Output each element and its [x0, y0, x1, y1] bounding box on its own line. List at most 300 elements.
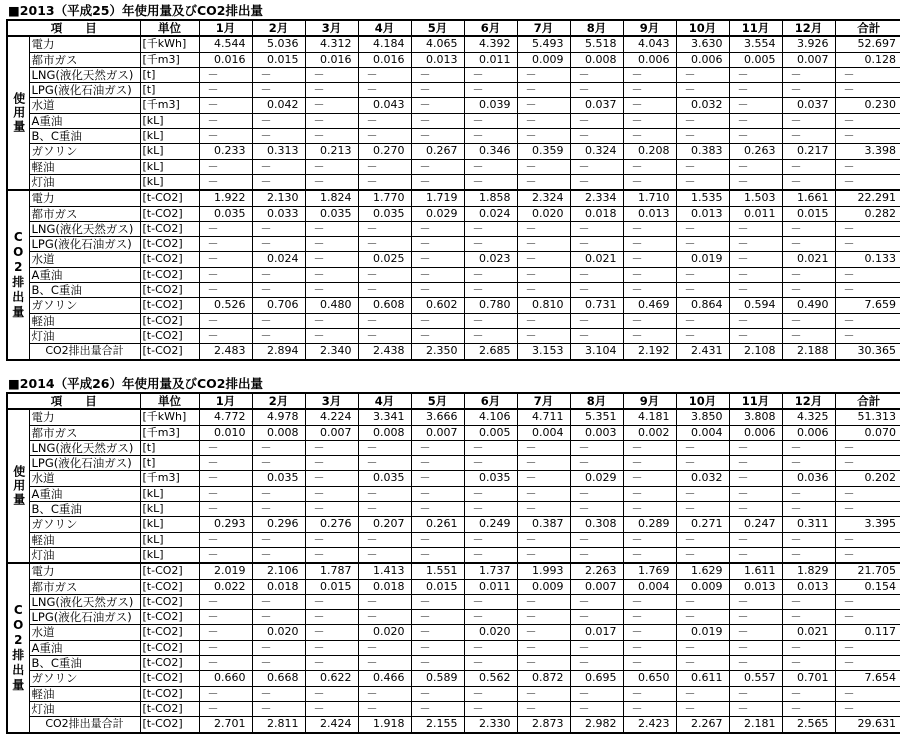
value-cell: 1.737 — [464, 563, 517, 579]
value-cell: 0.594 — [729, 298, 782, 313]
value-cell: － — [623, 656, 676, 671]
value-cell: － — [676, 701, 729, 716]
value-cell: － — [464, 656, 517, 671]
total-value-cell: 1.918 — [358, 717, 411, 733]
value-cell: － — [411, 313, 464, 328]
value-cell: 0.029 — [411, 206, 464, 221]
value-cell: 1.611 — [729, 563, 782, 579]
row-name: LPG(液化石油ガス) — [29, 237, 140, 252]
value-cell: － — [252, 159, 305, 174]
value-cell: 0.011 — [729, 206, 782, 221]
value-cell: 0.004 — [517, 425, 570, 440]
value-cell: 0.233 — [199, 144, 252, 159]
value-cell: － — [358, 283, 411, 298]
value-cell: － — [676, 174, 729, 190]
value-cell: － — [464, 237, 517, 252]
table-row — [7, 471, 900, 486]
row-unit: [t-CO2] — [140, 252, 199, 267]
header-month: 9月 — [623, 20, 676, 36]
value-cell: － — [305, 283, 358, 298]
header-month: 10月 — [676, 20, 729, 36]
value-cell: 1.858 — [464, 190, 517, 206]
value-cell: － — [464, 456, 517, 471]
row-unit: [t-CO2] — [140, 656, 199, 671]
table-row — [7, 532, 900, 547]
value-cell: － — [252, 313, 305, 328]
total-cell: 0.202 — [835, 471, 900, 486]
value-cell: － — [199, 129, 252, 144]
total-row-unit: [t-CO2] — [140, 717, 199, 733]
group-label-char: 排 — [12, 647, 25, 662]
value-cell: 1.535 — [676, 190, 729, 206]
value-cell: － — [199, 594, 252, 609]
value-cell: 4.065 — [411, 36, 464, 52]
table-row — [7, 159, 900, 174]
table-row — [7, 174, 900, 190]
value-cell: － — [305, 640, 358, 655]
value-cell: 2.106 — [252, 563, 305, 579]
total-value-cell: 2.350 — [411, 344, 464, 360]
total-cell: 22.291 — [835, 190, 900, 206]
table-row — [7, 190, 900, 206]
value-cell: － — [729, 283, 782, 298]
value-cell: 5.493 — [517, 36, 570, 52]
total-cell: － — [835, 267, 900, 282]
row-name: 軽油 — [29, 532, 140, 547]
total-cell: － — [835, 686, 900, 701]
value-cell: 0.008 — [252, 425, 305, 440]
value-cell: 4.106 — [464, 409, 517, 425]
value-cell: 0.016 — [305, 52, 358, 67]
row-name: 水道 — [29, 252, 140, 267]
value-cell: 5.036 — [252, 36, 305, 52]
header-month: 12月 — [782, 20, 835, 36]
value-cell: － — [517, 83, 570, 98]
row-name: A重油 — [29, 267, 140, 282]
value-cell: － — [570, 328, 623, 343]
value-cell: － — [252, 113, 305, 128]
value-cell: － — [305, 456, 358, 471]
value-cell: 0.037 — [782, 98, 835, 113]
value-cell: 0.872 — [517, 671, 570, 686]
value-cell: 0.008 — [570, 52, 623, 67]
total-cell: － — [835, 456, 900, 471]
value-cell: 1.829 — [782, 563, 835, 579]
row-unit: [t-CO2] — [140, 671, 199, 686]
value-cell: － — [517, 502, 570, 517]
table-row — [7, 313, 900, 328]
total-row — [7, 344, 900, 360]
value-cell: － — [305, 532, 358, 547]
value-cell: 3.666 — [411, 409, 464, 425]
value-cell: － — [517, 701, 570, 716]
total-cell: － — [835, 283, 900, 298]
table-row — [7, 52, 900, 67]
value-cell: － — [305, 486, 358, 501]
value-cell: 4.772 — [199, 409, 252, 425]
value-cell: － — [729, 440, 782, 455]
row-name: 灯油 — [29, 701, 140, 716]
value-cell: － — [305, 159, 358, 174]
total-value-cell: 2.483 — [199, 344, 252, 360]
value-cell: 0.208 — [623, 144, 676, 159]
value-cell: 0.013 — [676, 206, 729, 221]
row-unit: [千kWh] — [140, 36, 199, 52]
value-cell: － — [517, 313, 570, 328]
value-cell: 0.015 — [252, 52, 305, 67]
value-cell: － — [517, 456, 570, 471]
value-cell: － — [570, 113, 623, 128]
total-value-cell: 2.438 — [358, 344, 411, 360]
value-cell: 0.035 — [199, 206, 252, 221]
value-cell: － — [464, 547, 517, 563]
header-total: 合計 — [835, 393, 900, 409]
value-cell: 0.308 — [570, 517, 623, 532]
value-cell: 1.922 — [199, 190, 252, 206]
row-name: 都市ガス — [29, 579, 140, 594]
table-row — [7, 440, 900, 455]
value-cell: 0.701 — [782, 671, 835, 686]
value-cell: － — [676, 113, 729, 128]
data-table — [6, 392, 900, 734]
value-cell: － — [411, 701, 464, 716]
value-cell: － — [199, 471, 252, 486]
group-label-co2 — [7, 563, 29, 732]
value-cell: 0.007 — [305, 425, 358, 440]
value-cell: － — [464, 313, 517, 328]
value-cell: 0.589 — [411, 671, 464, 686]
table-block-2013 — [6, 3, 896, 361]
value-cell: － — [623, 456, 676, 471]
value-cell: － — [305, 502, 358, 517]
value-cell: － — [305, 221, 358, 236]
value-cell: － — [305, 686, 358, 701]
table-row — [7, 144, 900, 159]
value-cell: － — [199, 532, 252, 547]
value-cell: － — [517, 129, 570, 144]
value-cell: － — [782, 594, 835, 609]
value-cell: － — [411, 174, 464, 190]
value-cell: － — [305, 252, 358, 267]
row-unit: [t-CO2] — [140, 594, 199, 609]
value-cell: 3.850 — [676, 409, 729, 425]
value-cell: 1.661 — [782, 190, 835, 206]
value-cell: － — [517, 159, 570, 174]
value-cell: － — [570, 313, 623, 328]
header-month: 4月 — [358, 20, 411, 36]
value-cell: － — [411, 456, 464, 471]
row-name: 電力 — [29, 36, 140, 52]
value-cell: － — [358, 83, 411, 98]
value-cell: － — [676, 610, 729, 625]
value-cell: － — [199, 267, 252, 282]
value-cell: 0.005 — [464, 425, 517, 440]
row-unit: [t-CO2] — [140, 640, 199, 655]
value-cell: 0.020 — [517, 206, 570, 221]
value-cell: 1.629 — [676, 563, 729, 579]
value-cell: － — [305, 174, 358, 190]
value-cell: － — [305, 471, 358, 486]
value-cell: 0.346 — [464, 144, 517, 159]
table-row — [7, 625, 900, 640]
value-cell: － — [199, 640, 252, 655]
value-cell: － — [305, 313, 358, 328]
total-cell: － — [835, 221, 900, 236]
value-cell: － — [623, 67, 676, 82]
value-cell: 0.021 — [570, 252, 623, 267]
value-cell: － — [252, 221, 305, 236]
value-cell: － — [517, 67, 570, 82]
value-cell: － — [464, 113, 517, 128]
value-cell: － — [623, 686, 676, 701]
value-cell: － — [411, 502, 464, 517]
value-cell: － — [623, 486, 676, 501]
row-unit: [kL] — [140, 113, 199, 128]
value-cell: － — [676, 502, 729, 517]
value-cell: － — [782, 67, 835, 82]
value-cell: － — [517, 267, 570, 282]
value-cell: － — [199, 283, 252, 298]
value-cell: － — [623, 328, 676, 343]
value-cell: 0.780 — [464, 298, 517, 313]
total-cell: 0.117 — [835, 625, 900, 640]
value-cell: － — [252, 656, 305, 671]
total-value-cell: 2.685 — [464, 344, 517, 360]
data-table — [6, 19, 900, 361]
value-cell: 0.660 — [199, 671, 252, 686]
group-label-co2 — [7, 190, 29, 359]
value-cell: 0.004 — [623, 579, 676, 594]
total-cell: 0.128 — [835, 52, 900, 67]
value-cell: 0.021 — [782, 252, 835, 267]
value-cell: － — [782, 237, 835, 252]
table-row — [7, 98, 900, 113]
value-cell: 0.004 — [676, 425, 729, 440]
total-cell: － — [835, 502, 900, 517]
value-cell: － — [358, 159, 411, 174]
value-cell: － — [676, 486, 729, 501]
value-cell: － — [570, 594, 623, 609]
value-cell: － — [729, 313, 782, 328]
value-cell: － — [252, 610, 305, 625]
group-label-char: 量 — [12, 677, 25, 692]
row-unit: [t-CO2] — [140, 221, 199, 236]
row-name: A重油 — [29, 640, 140, 655]
row-name: LPG(液化石油ガス) — [29, 610, 140, 625]
value-cell: － — [464, 328, 517, 343]
value-cell: － — [199, 98, 252, 113]
value-cell: － — [676, 686, 729, 701]
value-cell: － — [782, 610, 835, 625]
header-month: 2月 — [252, 393, 305, 409]
table-row — [7, 640, 900, 655]
value-cell: － — [729, 113, 782, 128]
value-cell: － — [358, 221, 411, 236]
group-label-char: 量 — [12, 304, 25, 319]
value-cell: 1.710 — [623, 190, 676, 206]
header-month: 6月 — [464, 393, 517, 409]
total-cell: － — [835, 640, 900, 655]
row-name: 水道 — [29, 471, 140, 486]
value-cell: － — [464, 83, 517, 98]
row-name: ガソリン — [29, 517, 140, 532]
value-cell: 0.247 — [729, 517, 782, 532]
value-cell: 0.006 — [676, 52, 729, 67]
row-name: LNG(液化天然ガス) — [29, 440, 140, 455]
value-cell: － — [676, 283, 729, 298]
header-month: 12月 — [782, 393, 835, 409]
table-row — [7, 298, 900, 313]
value-cell: － — [305, 129, 358, 144]
value-cell: － — [464, 686, 517, 701]
value-cell: 0.267 — [411, 144, 464, 159]
value-cell: 0.035 — [358, 206, 411, 221]
value-cell: 0.015 — [782, 206, 835, 221]
table-row — [7, 67, 900, 82]
row-unit: [kL] — [140, 144, 199, 159]
table-row — [7, 579, 900, 594]
total-cell: 51.313 — [835, 409, 900, 425]
table-row — [7, 328, 900, 343]
value-cell: 0.023 — [464, 252, 517, 267]
value-cell: 0.469 — [623, 298, 676, 313]
row-unit: [kL] — [140, 486, 199, 501]
value-cell: － — [358, 502, 411, 517]
grand-total-cell: 29.631 — [835, 717, 900, 733]
value-cell: 0.032 — [676, 471, 729, 486]
value-cell: 0.006 — [729, 425, 782, 440]
total-cell: 7.654 — [835, 671, 900, 686]
value-cell: － — [358, 129, 411, 144]
value-cell: 0.020 — [252, 625, 305, 640]
value-cell: 0.562 — [464, 671, 517, 686]
table-host — [6, 392, 896, 734]
value-cell: － — [676, 313, 729, 328]
value-cell: － — [199, 113, 252, 128]
value-cell: － — [570, 656, 623, 671]
value-cell: 4.224 — [305, 409, 358, 425]
total-value-cell: 2.423 — [623, 717, 676, 733]
value-cell: － — [305, 113, 358, 128]
total-cell: 52.697 — [835, 36, 900, 52]
header-month: 3月 — [305, 20, 358, 36]
value-cell: － — [623, 640, 676, 655]
header-month: 11月 — [729, 20, 782, 36]
group-label-char: 出 — [12, 662, 25, 677]
value-cell: － — [729, 159, 782, 174]
value-cell: － — [570, 701, 623, 716]
value-cell: － — [464, 640, 517, 655]
row-name: ガソリン — [29, 298, 140, 313]
row-name: LPG(液化石油ガス) — [29, 456, 140, 471]
value-cell: 0.864 — [676, 298, 729, 313]
row-name: 電力 — [29, 190, 140, 206]
value-cell: － — [676, 640, 729, 655]
total-cell: － — [835, 656, 900, 671]
value-cell: 0.602 — [411, 298, 464, 313]
row-unit: [千m3] — [140, 98, 199, 113]
row-unit: [t-CO2] — [140, 283, 199, 298]
row-name: 都市ガス — [29, 206, 140, 221]
value-cell: － — [623, 237, 676, 252]
value-cell: 0.387 — [517, 517, 570, 532]
row-name: ガソリン — [29, 671, 140, 686]
value-cell: 1.769 — [623, 563, 676, 579]
row-unit: [t] — [140, 440, 199, 455]
value-cell: 4.544 — [199, 36, 252, 52]
value-cell: － — [199, 252, 252, 267]
value-cell: － — [570, 221, 623, 236]
row-unit: [千m3] — [140, 425, 199, 440]
value-cell: 0.007 — [570, 579, 623, 594]
value-cell: － — [623, 113, 676, 128]
value-cell: 0.011 — [464, 52, 517, 67]
value-cell: 0.296 — [252, 517, 305, 532]
row-unit: [千m3] — [140, 52, 199, 67]
value-cell: 3.341 — [358, 409, 411, 425]
value-cell: 0.032 — [676, 98, 729, 113]
row-name: 都市ガス — [29, 425, 140, 440]
value-cell: － — [305, 594, 358, 609]
value-cell: － — [782, 656, 835, 671]
value-cell: 4.043 — [623, 36, 676, 52]
value-cell: － — [729, 221, 782, 236]
value-cell: － — [729, 67, 782, 82]
value-cell: － — [782, 532, 835, 547]
value-cell: － — [358, 113, 411, 128]
total-value-cell: 2.873 — [517, 717, 570, 733]
value-cell: － — [623, 98, 676, 113]
row-unit: [kL] — [140, 502, 199, 517]
value-cell: － — [305, 547, 358, 563]
value-cell: － — [782, 456, 835, 471]
row-name: 軽油 — [29, 686, 140, 701]
value-cell: － — [623, 252, 676, 267]
value-cell: － — [252, 686, 305, 701]
value-cell: － — [411, 640, 464, 655]
row-unit: [t-CO2] — [140, 563, 199, 579]
total-cell: － — [835, 159, 900, 174]
total-cell: 0.230 — [835, 98, 900, 113]
header-month: 1月 — [199, 20, 252, 36]
value-cell: － — [676, 656, 729, 671]
value-cell: － — [570, 532, 623, 547]
row-name: 軽油 — [29, 313, 140, 328]
table-row — [7, 425, 900, 440]
value-cell: － — [729, 237, 782, 252]
value-cell: － — [517, 283, 570, 298]
value-cell: － — [252, 283, 305, 298]
total-cell: － — [835, 83, 900, 98]
total-cell: － — [835, 594, 900, 609]
value-cell: 0.810 — [517, 298, 570, 313]
value-cell: 0.466 — [358, 671, 411, 686]
value-cell: 1.787 — [305, 563, 358, 579]
value-cell: 1.503 — [729, 190, 782, 206]
header-month: 2月 — [252, 20, 305, 36]
group-label-text: 使用量 — [11, 465, 26, 508]
value-cell: 0.013 — [411, 52, 464, 67]
header-month: 5月 — [411, 393, 464, 409]
value-cell: 0.313 — [252, 144, 305, 159]
row-unit: [kL] — [140, 532, 199, 547]
value-cell: － — [411, 440, 464, 455]
value-cell: 3.554 — [729, 36, 782, 52]
value-cell: － — [729, 701, 782, 716]
value-cell: 4.184 — [358, 36, 411, 52]
group-label-text: 使用量 — [11, 92, 26, 135]
row-name: B、C重油 — [29, 656, 140, 671]
